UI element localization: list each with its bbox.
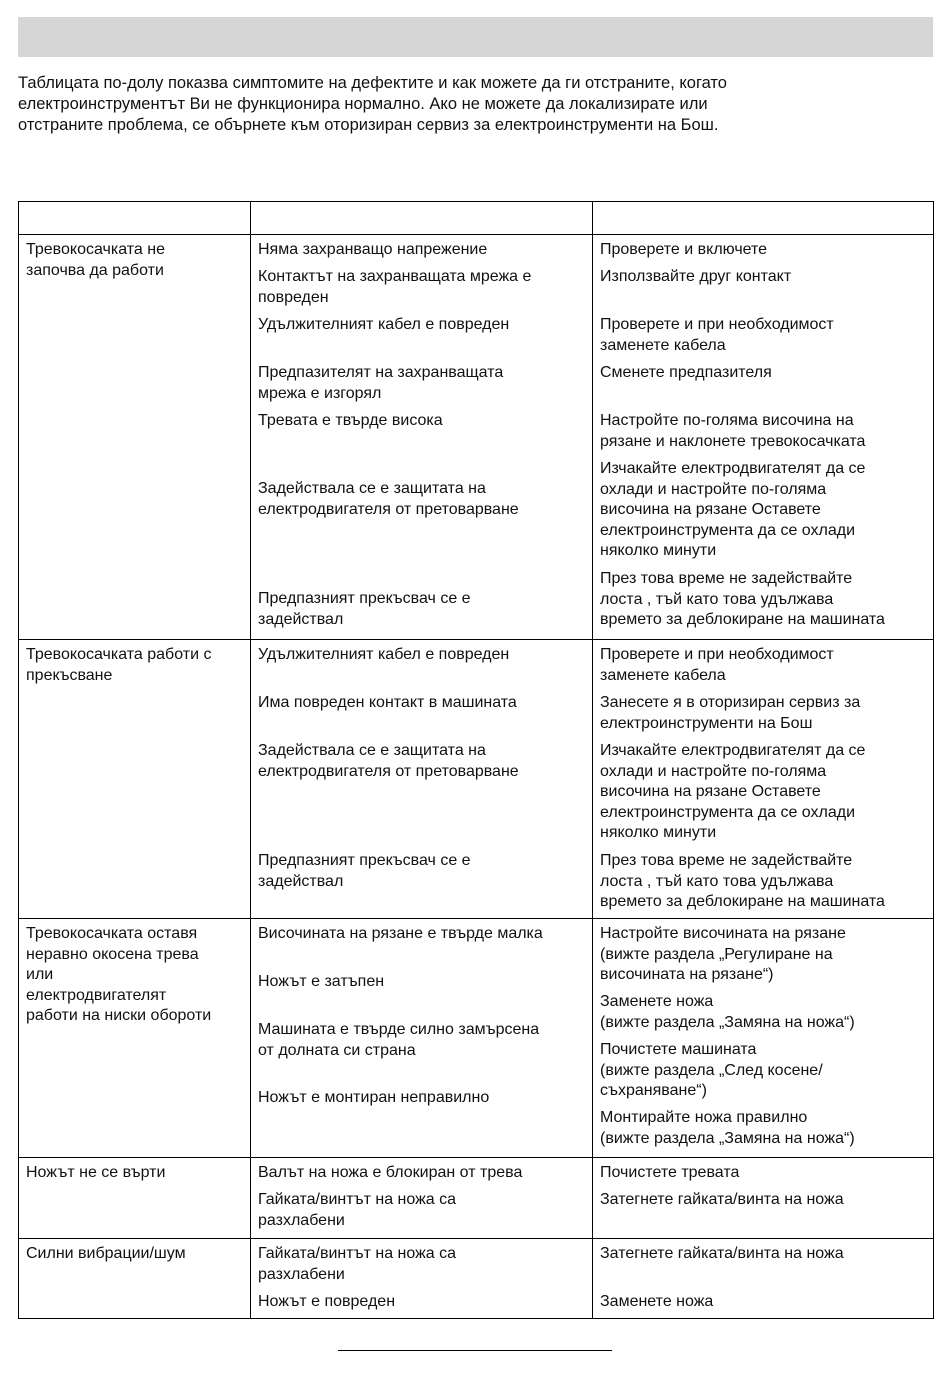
cause-item <box>258 479 588 520</box>
remedy-line: височината на рязане“) <box>600 966 774 983</box>
remedy-line: Затегнете гайката/винта на ножа <box>600 1191 844 1208</box>
cause-item <box>258 363 588 404</box>
remedy-line: лоста , тъй като това удължава <box>600 590 834 608</box>
remedy-line: лоста , тъй като това удължава <box>600 872 834 890</box>
cause-line: Задействала се е защитата на <box>258 742 486 759</box>
cause-item <box>258 1163 588 1184</box>
troubleshooting-table <box>18 201 934 1319</box>
remedy-line: Затегнете гайката/винта на ножа <box>600 1245 844 1262</box>
remedy-line: охлади и настройте по-голяма <box>600 762 827 780</box>
cause-line: Удължителният кабел е повреден <box>258 646 510 663</box>
remedy-item <box>600 569 929 631</box>
cause-line: Контактът на захранващата мрежа е <box>258 268 532 285</box>
cause-line: Ножът е повреден <box>258 1293 396 1310</box>
remedy-item <box>600 267 929 288</box>
remedy-item <box>600 851 929 913</box>
remedy-line: охлади и настройте по-голяма <box>600 480 827 498</box>
remedy-line: Проверете и включете <box>600 241 768 258</box>
symptom-text <box>26 924 246 1027</box>
cause-line: Гайката/винтът на ножа са <box>258 1245 457 1262</box>
symptom-line: работи на ниски обороти <box>26 1007 212 1024</box>
cause-item <box>258 411 588 432</box>
remedy-line: рязане и наклонете тревокосачката <box>600 432 866 450</box>
intro-paragraph <box>18 73 933 136</box>
cause-line: Тревата е твърде висока <box>258 412 443 429</box>
remedy-line: (вижте раздела „Замяна на ножа“) <box>600 1013 855 1031</box>
symptom-line: Ножът не се върти <box>26 1164 166 1181</box>
remedy-line: Използвайте друг контакт <box>600 268 792 285</box>
column-header-remedy <box>593 202 934 235</box>
cause-line: Предпазителят на захранващата <box>258 364 504 381</box>
remedy-cell <box>593 1239 933 1318</box>
remedy-line: Почистете тревата <box>600 1164 740 1181</box>
cause-line: от долната си страна <box>258 1041 416 1059</box>
cause-item <box>258 315 588 336</box>
table-row <box>19 1158 934 1239</box>
symptom-text <box>26 1244 246 1265</box>
table-row <box>19 919 934 1158</box>
cause-line: Предпазният прекъсвач се е <box>258 852 471 869</box>
column-header-symptom <box>19 202 251 235</box>
cause-cell <box>251 1158 592 1238</box>
intro-line: отстраните проблема, се обърнете към оторизиран сервиз за електроинструменти на Бош. <box>18 116 719 134</box>
cause-item <box>258 589 588 630</box>
cause-item <box>258 267 588 308</box>
cause-cell <box>251 1239 592 1318</box>
symptom-text <box>26 1163 246 1184</box>
cause-line: Няма захранващо напрежение <box>258 241 488 258</box>
cause-item <box>258 693 588 714</box>
cause-line: Височината на рязане е твърде малка <box>258 925 543 942</box>
cause-line: Ножът е монтиран неправилно <box>258 1089 490 1106</box>
cause-line: разхлабени <box>258 1265 345 1283</box>
remedy-line: Заменете ножа <box>600 993 714 1010</box>
table-row <box>19 235 934 640</box>
remedy-line: няколко минути <box>600 542 717 559</box>
remedy-line: заменете кабела <box>600 666 726 684</box>
cause-cell <box>251 640 592 918</box>
cause-line: Задействала се е защитата на <box>258 480 486 497</box>
remedy-item <box>600 240 929 261</box>
column-header-cause <box>251 202 593 235</box>
cause-item <box>258 1088 588 1109</box>
cause-line: електродвигателя от претоварване <box>258 500 519 518</box>
symptom-line: Тревокосачката оставя <box>26 925 198 942</box>
cause-line: Удължителният кабел е повреден <box>258 316 510 333</box>
remedy-item <box>600 315 929 356</box>
remedy-item <box>600 411 929 452</box>
symptom-text <box>26 645 246 686</box>
cause-line: задействал <box>258 872 344 890</box>
symptom-cell <box>19 1239 250 1318</box>
remedy-item <box>600 992 929 1033</box>
cause-item <box>258 1020 588 1061</box>
symptom-cell <box>19 919 250 1157</box>
remedy-item <box>600 1040 929 1102</box>
remedy-item <box>600 693 929 734</box>
table-header-row <box>19 202 934 235</box>
symptom-line: прекъсване <box>26 666 113 684</box>
symptom-line: Силни вибрации/шум <box>26 1245 186 1262</box>
cause-item <box>258 1292 588 1313</box>
remedy-line: Проверете и при необходимост <box>600 316 834 333</box>
cause-item <box>258 924 588 945</box>
cause-cell <box>251 919 592 1157</box>
symptom-line: неравно окосена трева <box>26 945 199 963</box>
remedy-line: височина на рязане Оставете <box>600 783 821 800</box>
remedy-cell <box>593 235 933 639</box>
cause-item <box>258 851 588 892</box>
remedy-cell <box>593 1158 933 1238</box>
remedy-line: електроинструмента да се охлади <box>600 803 856 821</box>
cause-item <box>258 1244 588 1285</box>
remedy-line: Монтирайте ножа правилно <box>600 1109 808 1126</box>
symptom-cell <box>19 640 250 918</box>
remedy-line: времето за деблокиране на машината <box>600 611 885 628</box>
remedy-line: Заменете ножа <box>600 1293 714 1310</box>
remedy-item <box>600 741 929 844</box>
symptom-text <box>26 240 246 281</box>
remedy-cell <box>593 919 933 1157</box>
table-row <box>19 1239 934 1319</box>
table-row <box>19 640 934 919</box>
remedy-line: електроинструменти на Бош <box>600 714 813 732</box>
remedy-item <box>600 1292 929 1313</box>
remedy-item <box>600 645 929 686</box>
remedy-item <box>600 459 929 562</box>
symptom-line: започва да работи <box>26 261 164 279</box>
symptom-line: Тревокосачката работи с <box>26 646 212 663</box>
symptom-line: Тревокосачката не <box>26 241 165 258</box>
cause-item <box>258 1190 588 1231</box>
remedy-line: Настройте по-голяма височина на <box>600 412 854 429</box>
remedy-line: електроинструмента да се охлади <box>600 521 856 539</box>
remedy-item <box>600 1163 929 1184</box>
remedy-line: времето за деблокиране на машината <box>600 893 885 910</box>
cause-line: Предпазният прекъсвач се е <box>258 590 471 607</box>
remedy-line: Изчакайте електродвигателят да се <box>600 460 866 477</box>
remedy-line: Почистете машината <box>600 1041 757 1058</box>
cause-item <box>258 972 588 993</box>
cause-item <box>258 240 588 261</box>
remedy-item <box>600 1108 929 1149</box>
remedy-line: съхраняване“) <box>600 1082 707 1099</box>
cause-line: Машината е твърде силно замърсена <box>258 1021 540 1038</box>
remedy-line: Настройте височината на рязане <box>600 925 846 942</box>
remedy-item <box>600 363 929 384</box>
remedy-line: Проверете и при необходимост <box>600 646 834 663</box>
cause-line: Валът на ножа е блокиран от трева <box>258 1164 523 1181</box>
cause-item <box>258 741 588 782</box>
remedy-line: През това време не задействайте <box>600 570 853 587</box>
cause-line: задействал <box>258 610 344 628</box>
symptom-cell <box>19 235 250 639</box>
cause-line: повреден <box>258 288 329 306</box>
cause-line: Гайката/винтът на ножа са <box>258 1191 457 1208</box>
cause-line: електродвигателя от претоварване <box>258 762 519 780</box>
remedy-item <box>600 1190 929 1211</box>
cause-line: разхлабени <box>258 1211 345 1229</box>
symptom-line: или <box>26 966 54 983</box>
symptom-cell <box>19 1158 250 1238</box>
cause-item <box>258 645 588 666</box>
cause-line: Ножът е затъпен <box>258 973 385 990</box>
intro-line: електроинструментът Ви не функционира нормално. Ако не можете да локализирате или <box>18 95 708 113</box>
symptom-line: електродвигателят <box>26 986 167 1004</box>
remedy-cell <box>593 640 933 918</box>
remedy-line: височина на рязане Оставете <box>600 501 821 518</box>
cause-line: Има повреден контакт в машината <box>258 694 517 711</box>
remedy-line: (вижте раздела „След косене/ <box>600 1061 823 1079</box>
remedy-line: През това време не задействайте <box>600 852 853 869</box>
remedy-line: (вижте раздела „Замяна на ножа“) <box>600 1129 855 1147</box>
footer-divider <box>338 1350 612 1351</box>
intro-line: Таблицата по-долу показва симптомите на дефектите и как можете да ги отстраните, когато <box>18 74 727 92</box>
remedy-line: Изчакайте електродвигателят да се <box>600 742 866 759</box>
remedy-line: няколко минути <box>600 824 717 841</box>
section-header-bar <box>18 17 933 57</box>
remedy-item <box>600 1244 929 1265</box>
cause-cell <box>251 235 592 639</box>
remedy-line: заменете кабела <box>600 336 726 354</box>
remedy-line: Занесете я в оторизиран сервиз за <box>600 694 861 711</box>
cause-line: мрежа е изгорял <box>258 384 382 402</box>
remedy-item <box>600 924 929 986</box>
remedy-line: (вижте раздела „Регулиране на <box>600 945 833 963</box>
remedy-line: Сменете предпазителя <box>600 364 772 381</box>
